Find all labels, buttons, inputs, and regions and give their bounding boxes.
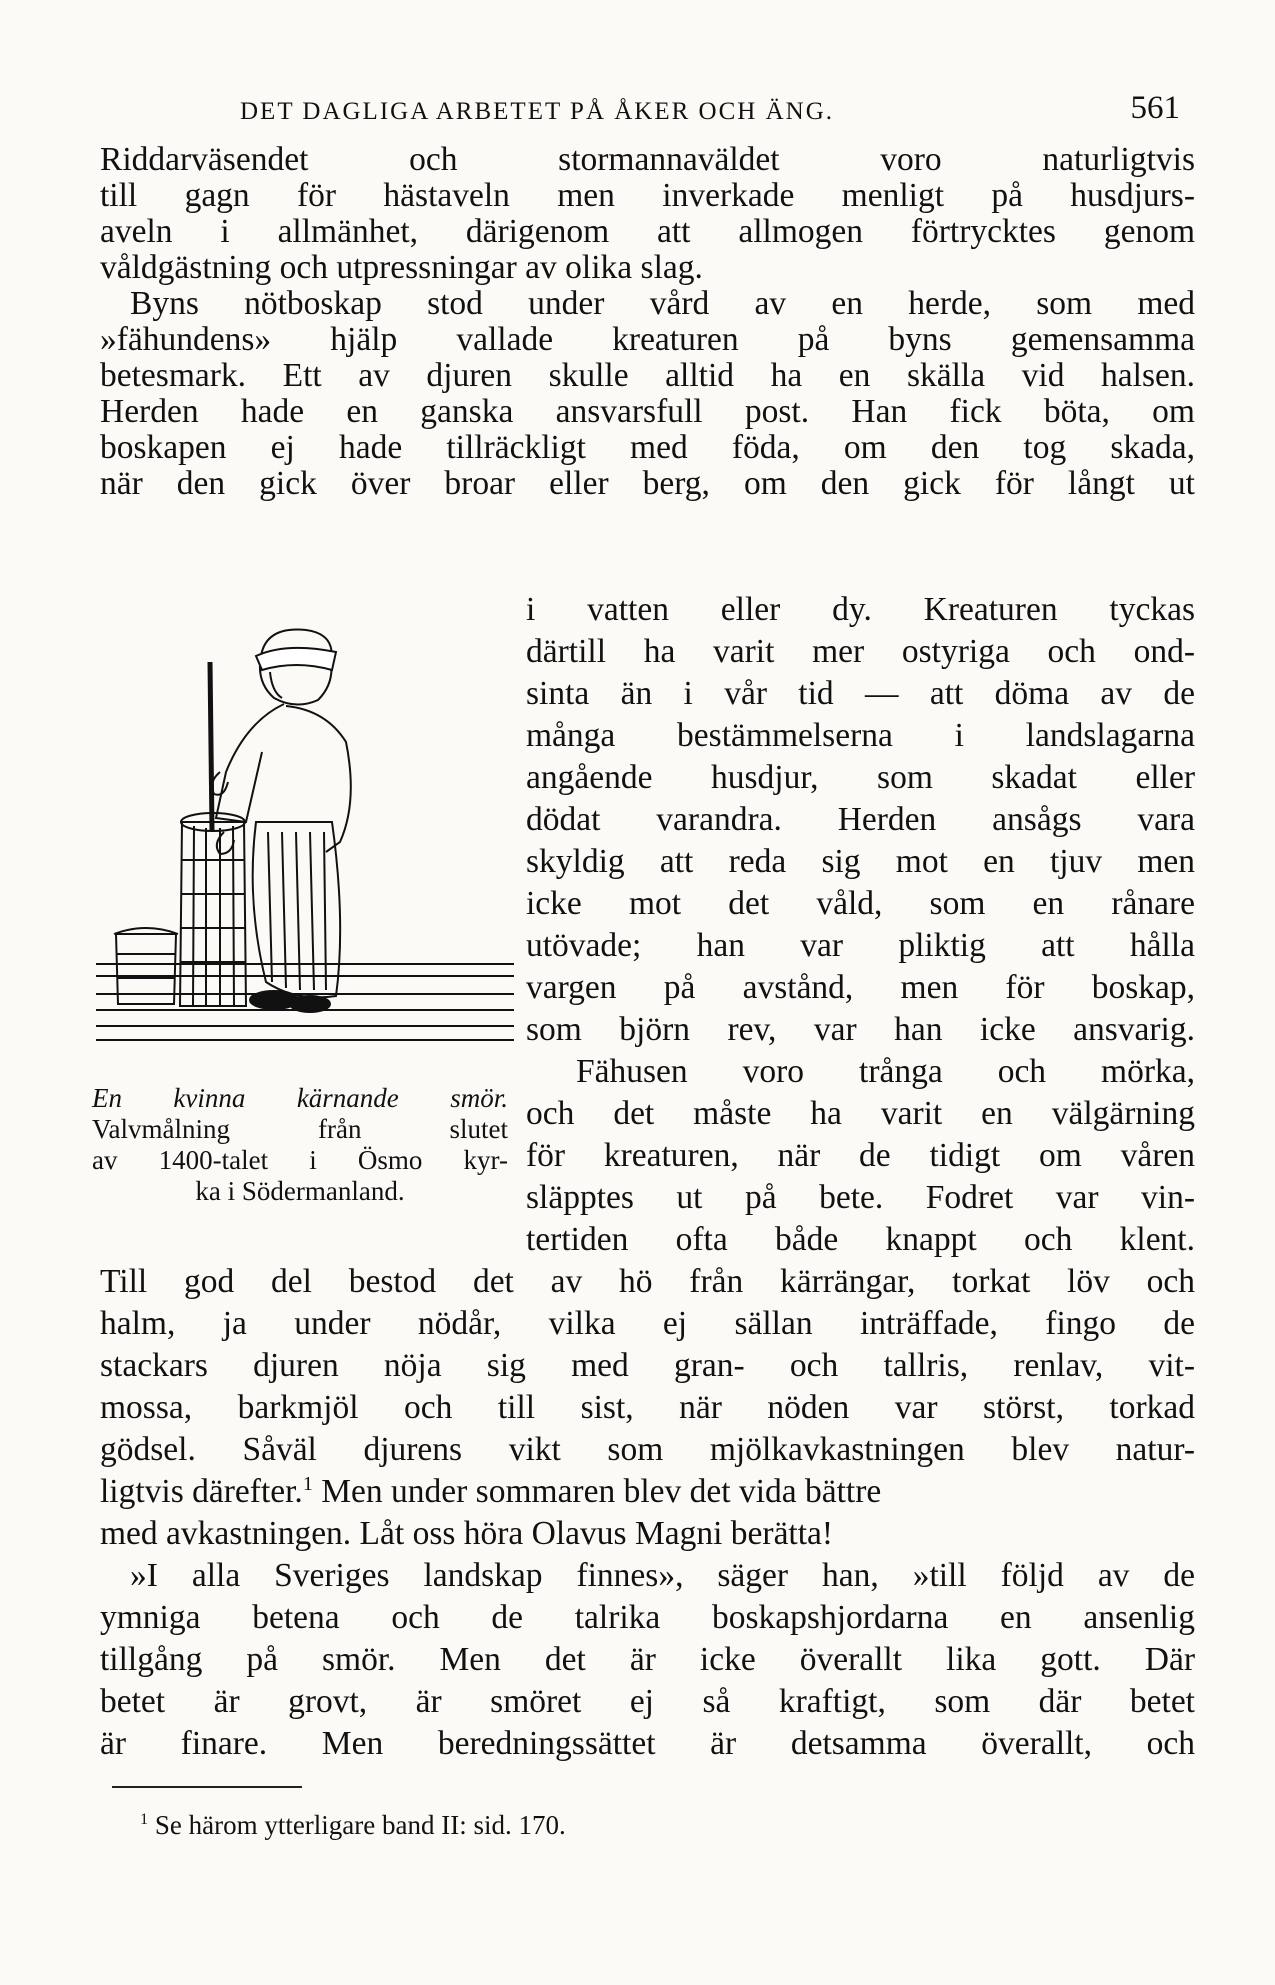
body-line: stackars djuren nöja sig med gran- och tallris, renlav, vit- (100, 1347, 1195, 1384)
footnote (140, 1810, 566, 1841)
body-line: och det måste ha varit en välgärning (526, 1095, 1195, 1132)
body-line: med avkastningen. Låt oss höra Olavus Magni berätta! (100, 1515, 834, 1552)
body-line: tertiden ofta både knappt och klent. (526, 1221, 1195, 1258)
caption-title: En kvinna kärnande smör. (92, 1083, 508, 1113)
butter-churn-illustration (96, 622, 514, 1062)
body-line: för kreaturen, när de tidigt om våren (526, 1137, 1195, 1174)
body-line: därtill ha varit mer ostyriga och ond- (526, 633, 1195, 670)
body-line: gödsel. Såväl djurens vikt som mjölkavkastningen blev natur- (100, 1431, 1195, 1468)
body-line: Fähusen voro trånga och mörka, (576, 1053, 1195, 1090)
body-line: sinta än i vår tid — att döma av de (526, 675, 1195, 712)
body-line: Byns nötboskap stod under vård av en herde, som med (130, 285, 1195, 322)
body-line: i vatten eller dy. Kreaturen tyckas (526, 591, 1195, 628)
body-line: boskapen ej hade tillräckligt med föda, om den tog skada, (100, 429, 1195, 466)
body-line: aveln i allmänhet, därigenom att allmogen förtrycktes genom (100, 213, 1195, 250)
body-line: utövade; han var pliktig att hålla (526, 927, 1195, 964)
body-line: Riddarväsendet och stormannaväldet voro naturligtvis (100, 141, 1195, 178)
body-line (100, 1472, 1195, 1512)
body-line: betet är grovt, är smöret ej så kraftigt, som där betet (100, 1683, 1195, 1720)
caption-line: av 1400-talet i Ösmo kyr- (92, 1145, 508, 1175)
body-line: är finare. Men beredningssättet är detsamma överallt, och (100, 1725, 1195, 1762)
body-line: släpptes ut på bete. Fodret var vin- (526, 1179, 1195, 1216)
footnote-text: Se härom ytterligare band II: sid. 170. (154, 1810, 566, 1840)
body-line: tillgång på smör. Men det är icke överallt lika gott. Där (100, 1641, 1195, 1678)
body-line: »I alla Sveriges landskap finnes», säger han, »till följd av de (130, 1557, 1195, 1594)
caption-line: Valvmålning från slutet (92, 1114, 508, 1144)
body-line: Till god del bestod det av hö från kärrängar, torkat löv och (100, 1263, 1195, 1300)
body-line: som björn rev, var han icke ansvarig. (526, 1011, 1195, 1048)
body-line: betesmark. Ett av djuren skulle alltid ha en skälla vid halsen. (100, 357, 1195, 394)
footnote-ref: 1 (302, 1472, 313, 1495)
body-line: vargen på avstånd, men för boskap, (526, 969, 1195, 1006)
caption-line: ka i Södermanland. (195, 1176, 405, 1206)
body-line: »fähundens» hjälp vallade kreaturen på byns gemensamma (100, 321, 1195, 358)
footnote-rule (112, 1786, 302, 1788)
body-line: halm, ja under nödår, vilka ej sällan inträffade, fingo de (100, 1305, 1195, 1342)
body-line: våldgästning och utpressningar av olika slag. (100, 249, 703, 286)
body-line: skyldig att reda sig mot en tjuv men (526, 843, 1195, 880)
body-line: många bestämmelserna i landslagarna (526, 717, 1195, 754)
body-line: ymniga betena och de talrika boskapshjordarna en ansenlig (100, 1599, 1195, 1636)
body-line: icke mot det våld, som en rånare (526, 885, 1195, 922)
body-line: mossa, barkmjöl och till sist, när nöden var störst, torkad (100, 1389, 1195, 1426)
footnote-mark: 1 (140, 1810, 149, 1828)
body-line: angående husdjur, som skadat eller (526, 759, 1195, 796)
running-head: DET DAGLIGA ARBETET PÅ ÅKER OCH ÄNG. (240, 98, 834, 125)
body-line: till gagn för hästaveln men inverkade menligt på husdjurs- (100, 177, 1195, 214)
body-line: Herden hade en ganska ansvarsfull post. Han fick böta, om (100, 393, 1195, 430)
page-number: 561 (1130, 90, 1180, 126)
figure-caption (92, 1083, 508, 1207)
body-text: Men under sommaren blev det vida bättre (312, 1473, 882, 1510)
body-text: ligtvis därefter. (100, 1473, 303, 1510)
body-line: dödat varandra. Herden ansågs vara (526, 801, 1195, 838)
body-line: när den gick över broar eller berg, om den gick för långt ut (100, 465, 1195, 502)
